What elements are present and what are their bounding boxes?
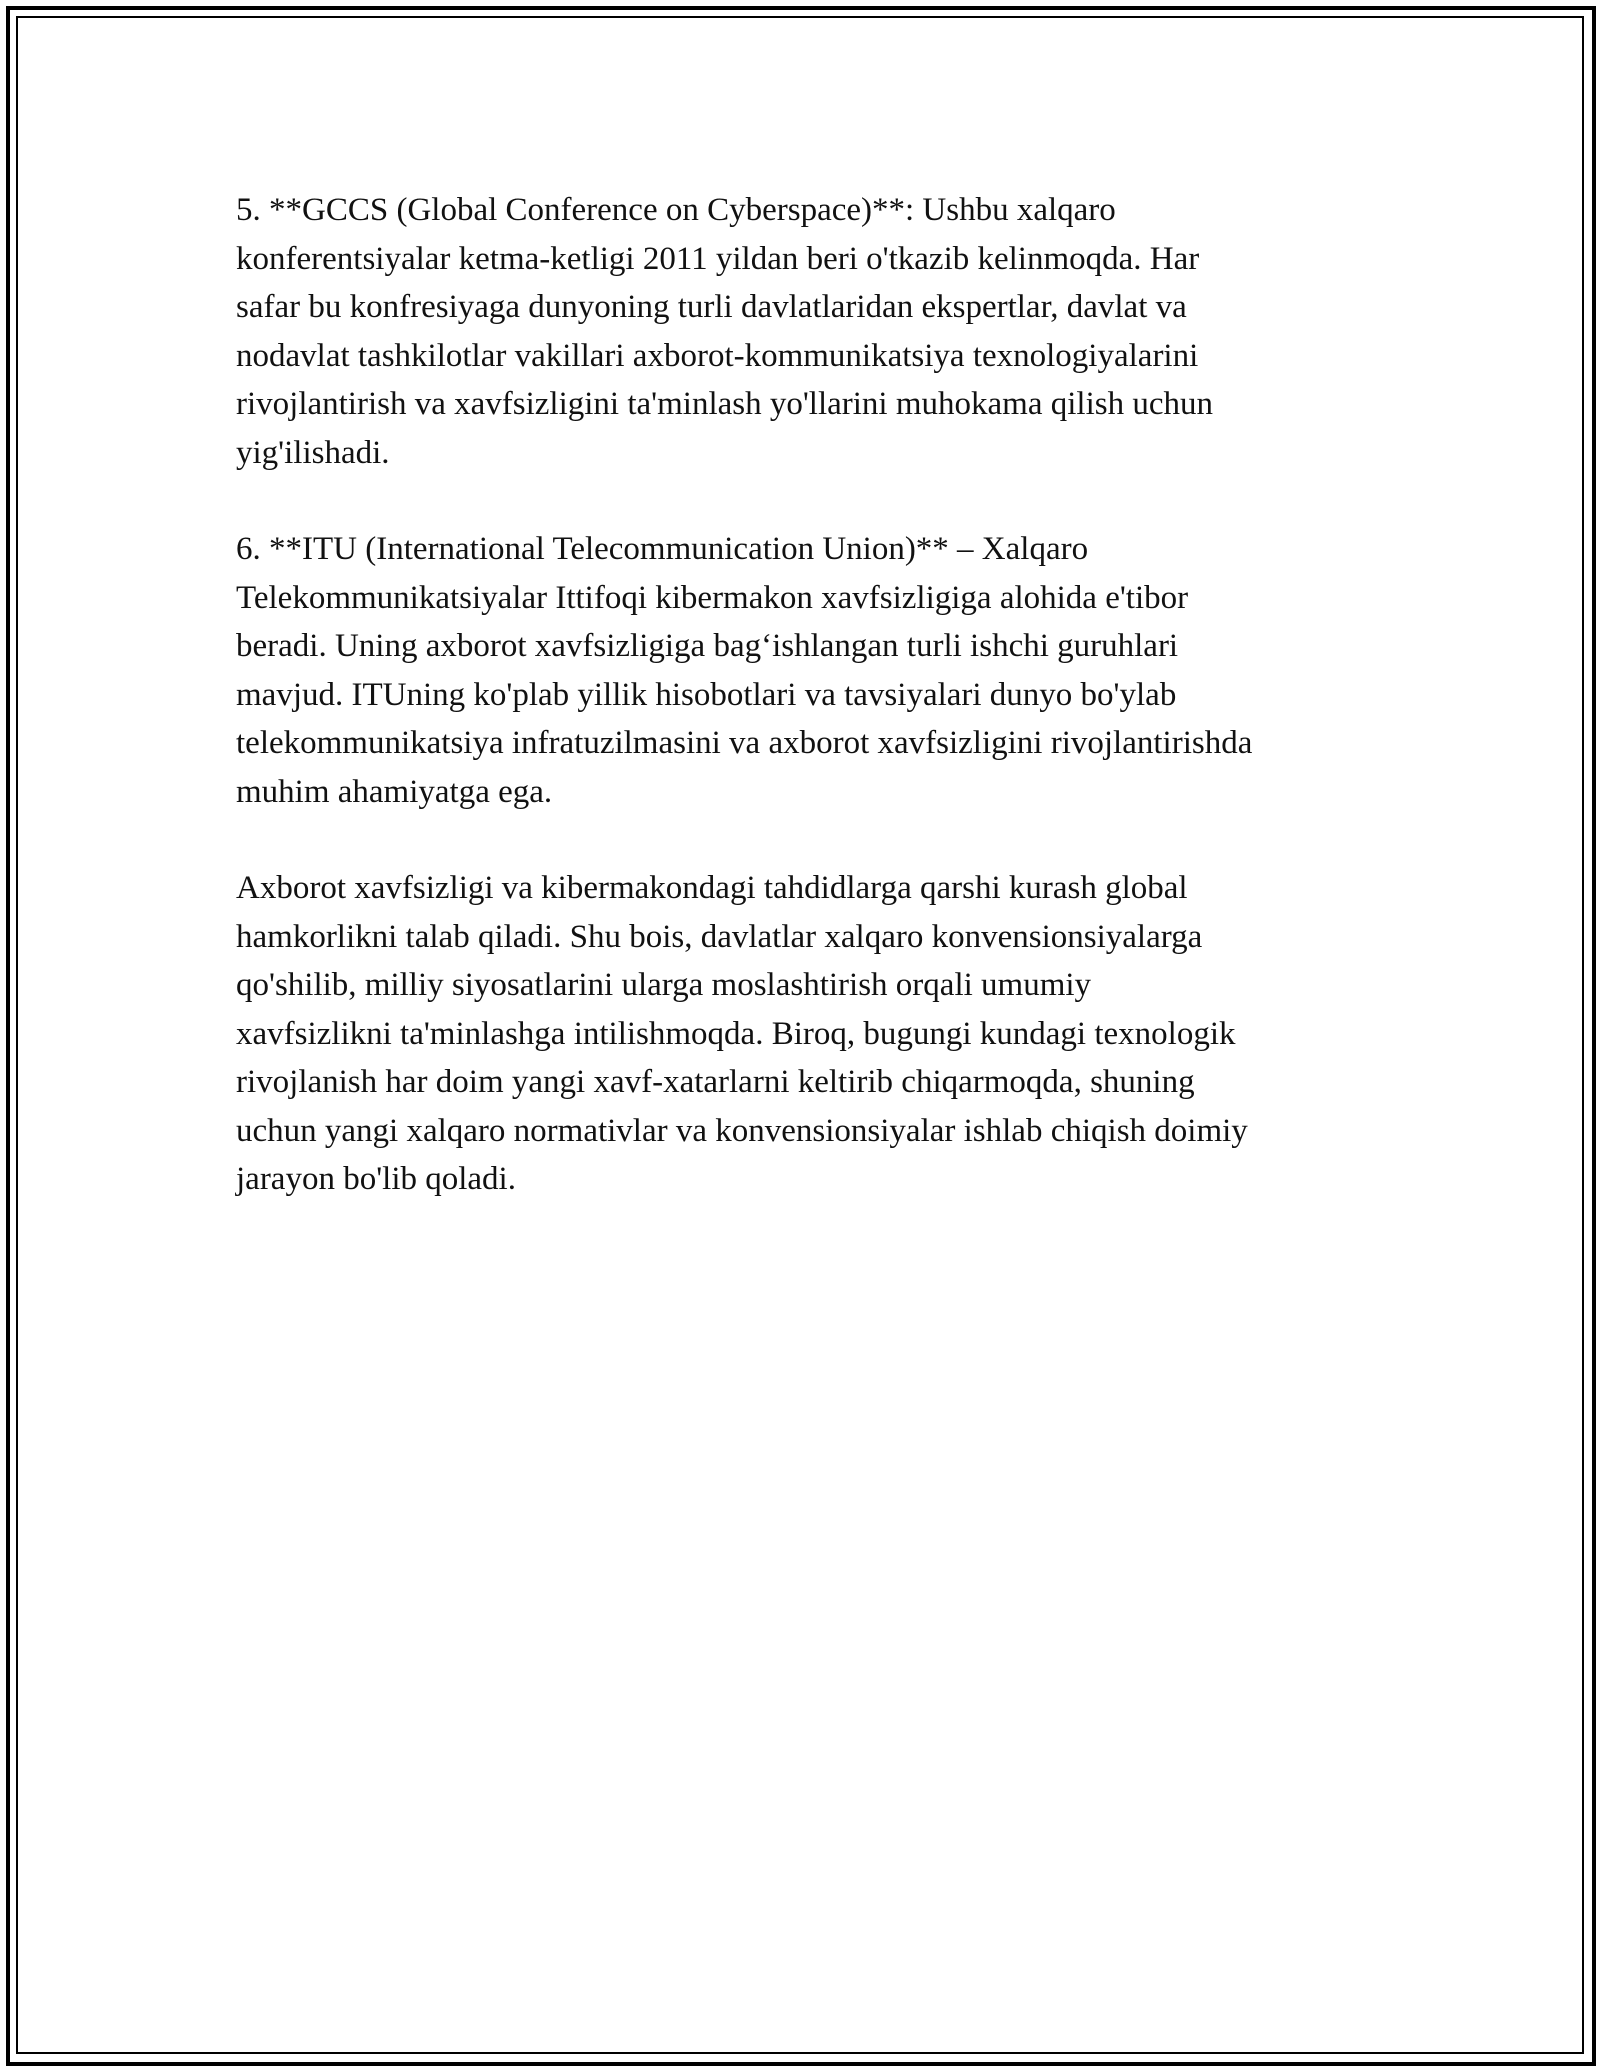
document-body xyxy=(236,186,1376,1252)
paragraph-gccs: 5. **GCCS (Global Conference on Cyberspace)**: Ushbu xalqaro konferentsiyalar ketma-ketligi 2011 yildan beri o'tkazib kelinmoqda. Har safar bu konfresiyaga dunyoning turli davlatlaridan ekspertlar, davlat va nodavlat tashkilotlar vakillari axborot-kommunikatsiya texnologiyalarini rivojlantirish va xavfsizligini ta'minlash yo'llarini muhokama qilish uchun yig'ilishadi. xyxy=(236,192,1213,471)
paragraph-itu: 6. **ITU (International Telecommunication Union)** – Xalqaro Telekommunikatsiyalar Ittifoqi kibermakon xavfsizligiga alohida e'tibor beradi. Uning axborot xavfsizligiga bag‘ishlangan turli ishchi guruhlari mavjud. ITUning ko'plab yillik hisobotlari va tavsiyalari dunyo bo'ylab telekommunikatsiya infratuzilmasini va axborot xavfsizligini rivojlantirishda muhim ahamiyatga ega. xyxy=(236,531,1253,810)
paragraph-conclusion: Axborot xavfsizligi va kibermakondagi tahdidlarga qarshi kurash global hamkorlikni talab qiladi. Shu bois, davlatlar xalqaro konvensionsiyalarga qo'shilib, milliy siyosatlarini ularga moslashtirish orqali umumiy xavfsizlikni ta'minlashga intilishmoqda. Biroq, bugungi kundagi texnologik rivojlanish har doim yangi xavf-xatarlarni keltirib chiqarmoqda, shuning uchun yangi xalqaro normativlar va konvensionsiyalar ishlab chiqish doimiy jarayon bo'lib qoladi. xyxy=(236,870,1248,1197)
